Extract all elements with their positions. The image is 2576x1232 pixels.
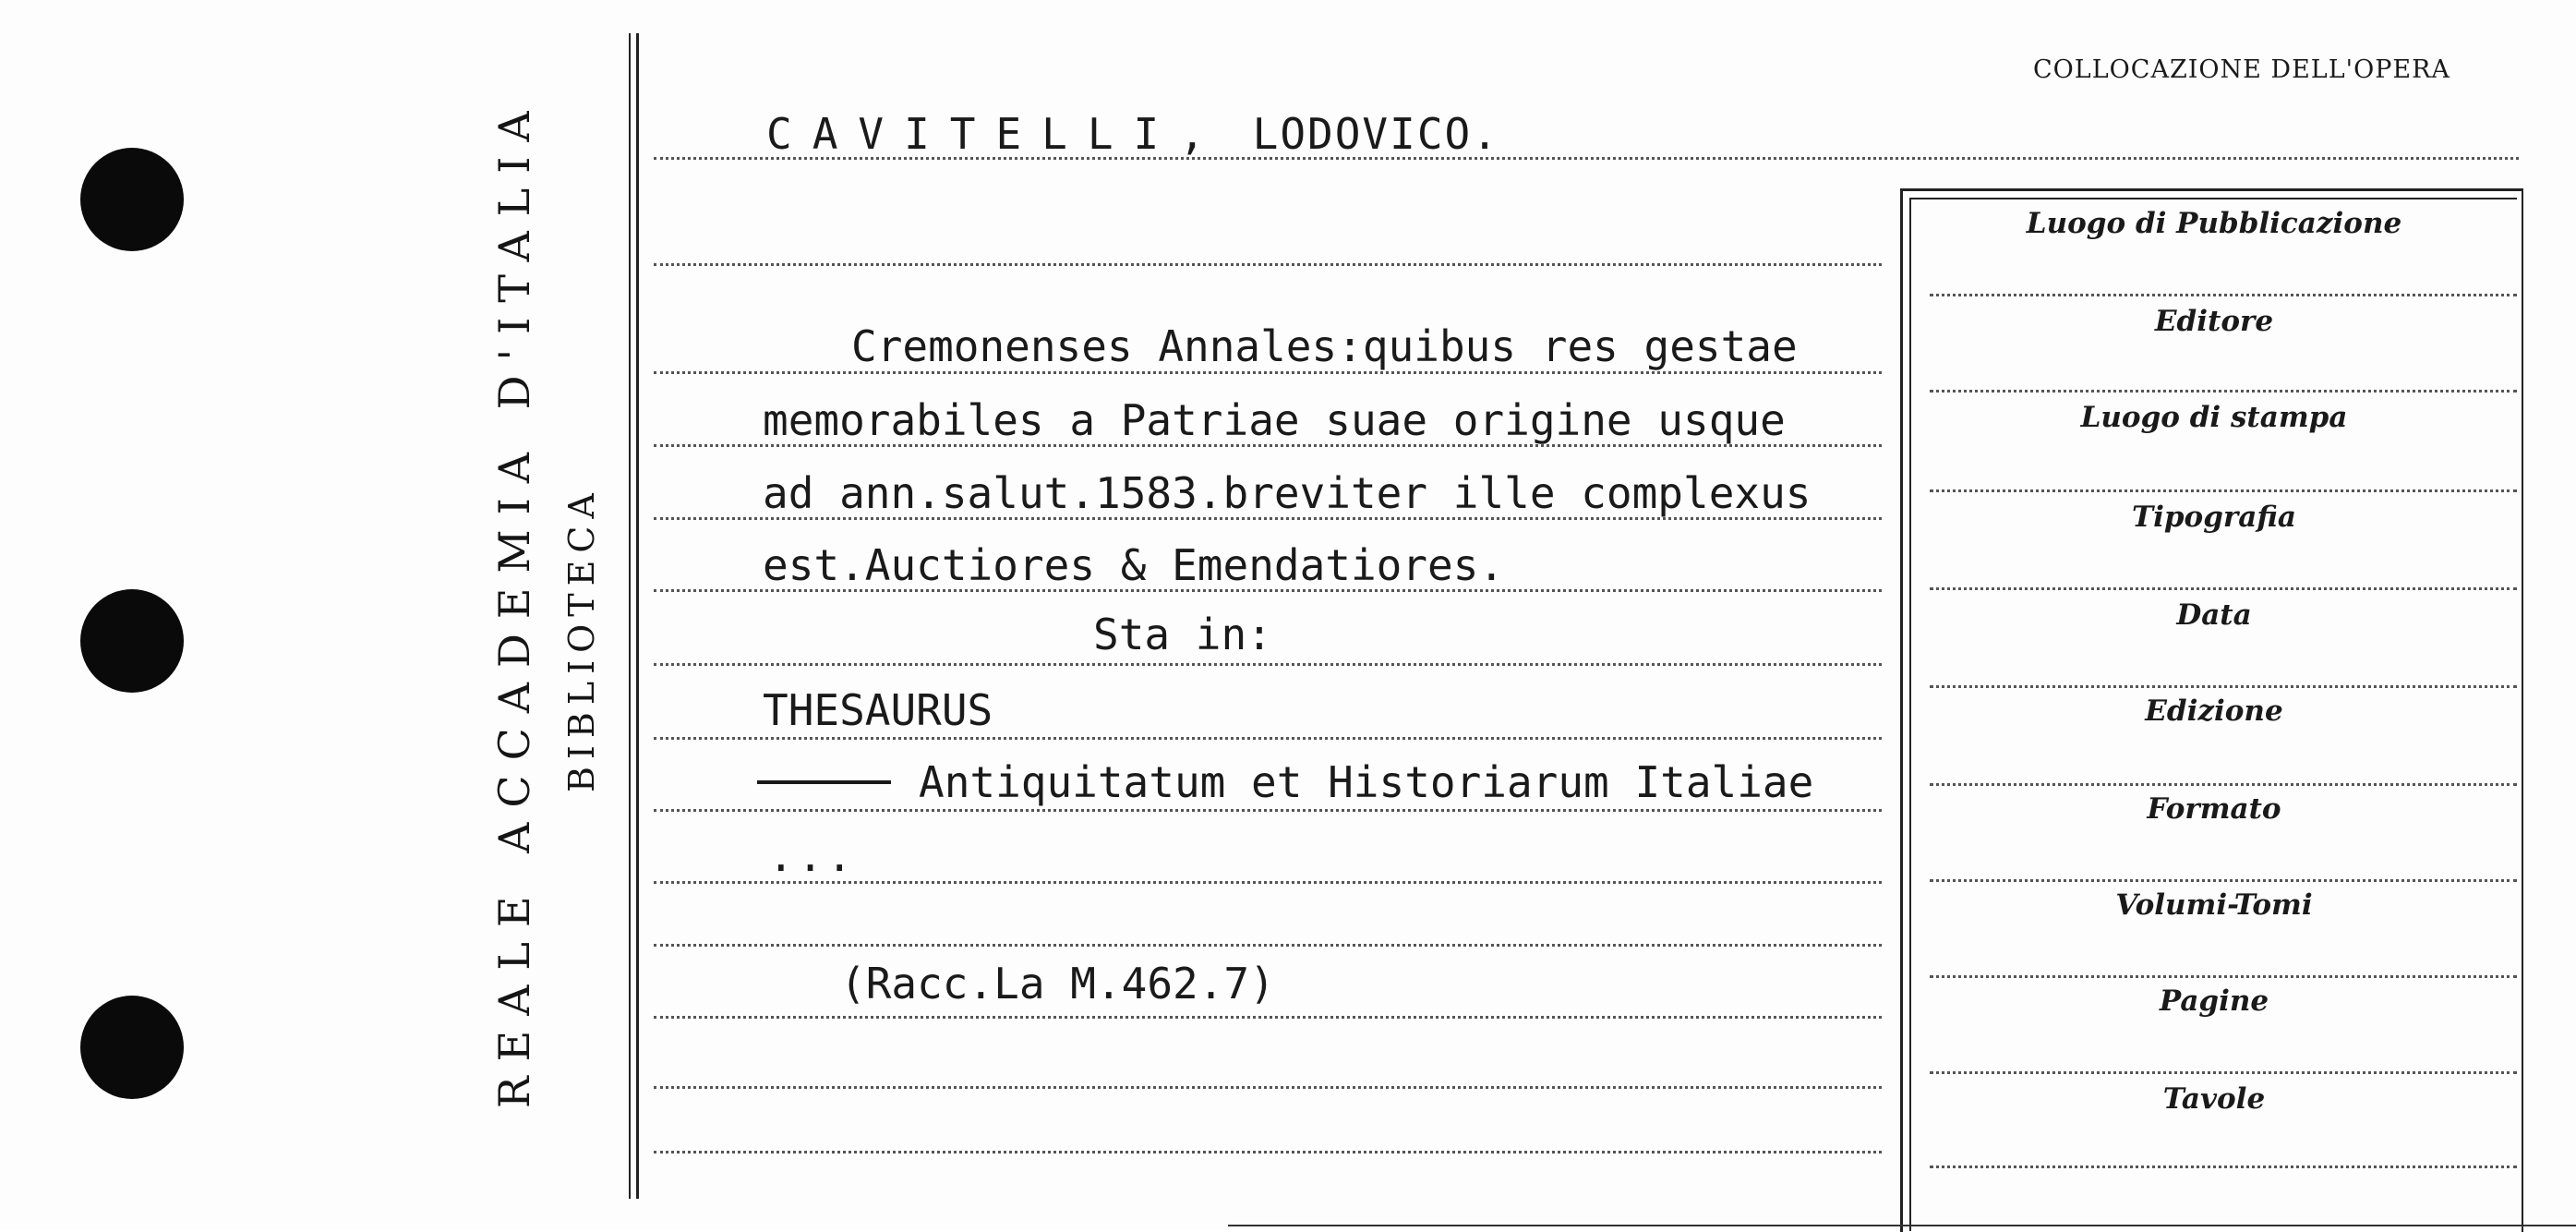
writing-line xyxy=(654,1151,1882,1153)
field-edition: Edizione xyxy=(2145,695,2283,728)
field-publisher: Editore xyxy=(2154,305,2274,338)
author-surname: CAVITELLI, xyxy=(766,109,1225,159)
library-label: BIBLIOTECA xyxy=(561,486,602,792)
location-header: COLLOCAZIONE DELL'OPERA xyxy=(2033,55,2450,84)
field-line xyxy=(1930,975,2517,978)
field-volumes: Volumi-Tomi xyxy=(2115,888,2313,922)
writing-line xyxy=(654,944,1882,947)
ellipsis: ... xyxy=(768,831,857,881)
field-place-of-printing: Luogo di stampa xyxy=(2080,401,2348,434)
punch-hole-bottom xyxy=(80,996,184,1099)
field-line xyxy=(1930,1166,2517,1168)
field-line xyxy=(1930,489,2517,492)
institution-label: REALE ACCADEMIA D'ITALIA xyxy=(489,96,539,1108)
field-printer: Tipografia xyxy=(2132,501,2296,534)
title-line-1: Cremonenses Annales:quibus res gestae xyxy=(851,321,1798,371)
field-line xyxy=(1930,587,2517,590)
title-line-4: est.Auctiores & Emendatiores. xyxy=(763,540,1505,590)
field-line xyxy=(1930,1071,2517,1074)
title-line-3: ad ann.salut.1583.breviter ille complexus xyxy=(763,468,1812,518)
title-line-2: memorabiles a Patriae suae origine usque xyxy=(763,395,1786,445)
field-line xyxy=(1930,685,2517,688)
field-line xyxy=(1930,294,2517,296)
field-line xyxy=(1930,390,2517,393)
left-margin-rule-inner xyxy=(636,33,639,1199)
contained-in-label: Sta in: xyxy=(1093,610,1272,659)
shelfmark: (Racc.La M.462.7) xyxy=(840,959,1275,1009)
repeat-dash xyxy=(757,780,891,784)
bottom-edge-rule xyxy=(1228,1225,2576,1226)
series-subtitle: Antiquitatum et Historiarum Italiae xyxy=(919,757,1814,807)
punch-hole-top xyxy=(80,148,184,251)
field-line xyxy=(1930,879,2517,882)
series-title: THESAURUS xyxy=(763,685,993,735)
author-given-name: LODOVICO. xyxy=(1252,109,1499,159)
author-heading xyxy=(766,109,1499,159)
writing-line xyxy=(654,1016,1882,1019)
field-line xyxy=(1930,783,2517,786)
field-place-of-publication: Luogo di Pubblicazione xyxy=(2026,207,2402,240)
field-pages: Pagine xyxy=(2159,984,2269,1018)
punch-hole-middle xyxy=(80,589,184,693)
field-plates: Tavole xyxy=(2162,1082,2266,1116)
writing-line xyxy=(654,881,1882,884)
writing-line xyxy=(654,809,1882,812)
field-date: Data xyxy=(2176,598,2252,632)
writing-line xyxy=(654,663,1882,666)
writing-line xyxy=(654,371,1882,374)
writing-line xyxy=(654,263,1882,266)
series-subtitle-line xyxy=(757,757,1813,807)
writing-line xyxy=(654,1086,1882,1089)
field-format: Formato xyxy=(2147,792,2281,826)
left-margin-rule xyxy=(629,33,631,1199)
writing-line xyxy=(654,737,1882,740)
